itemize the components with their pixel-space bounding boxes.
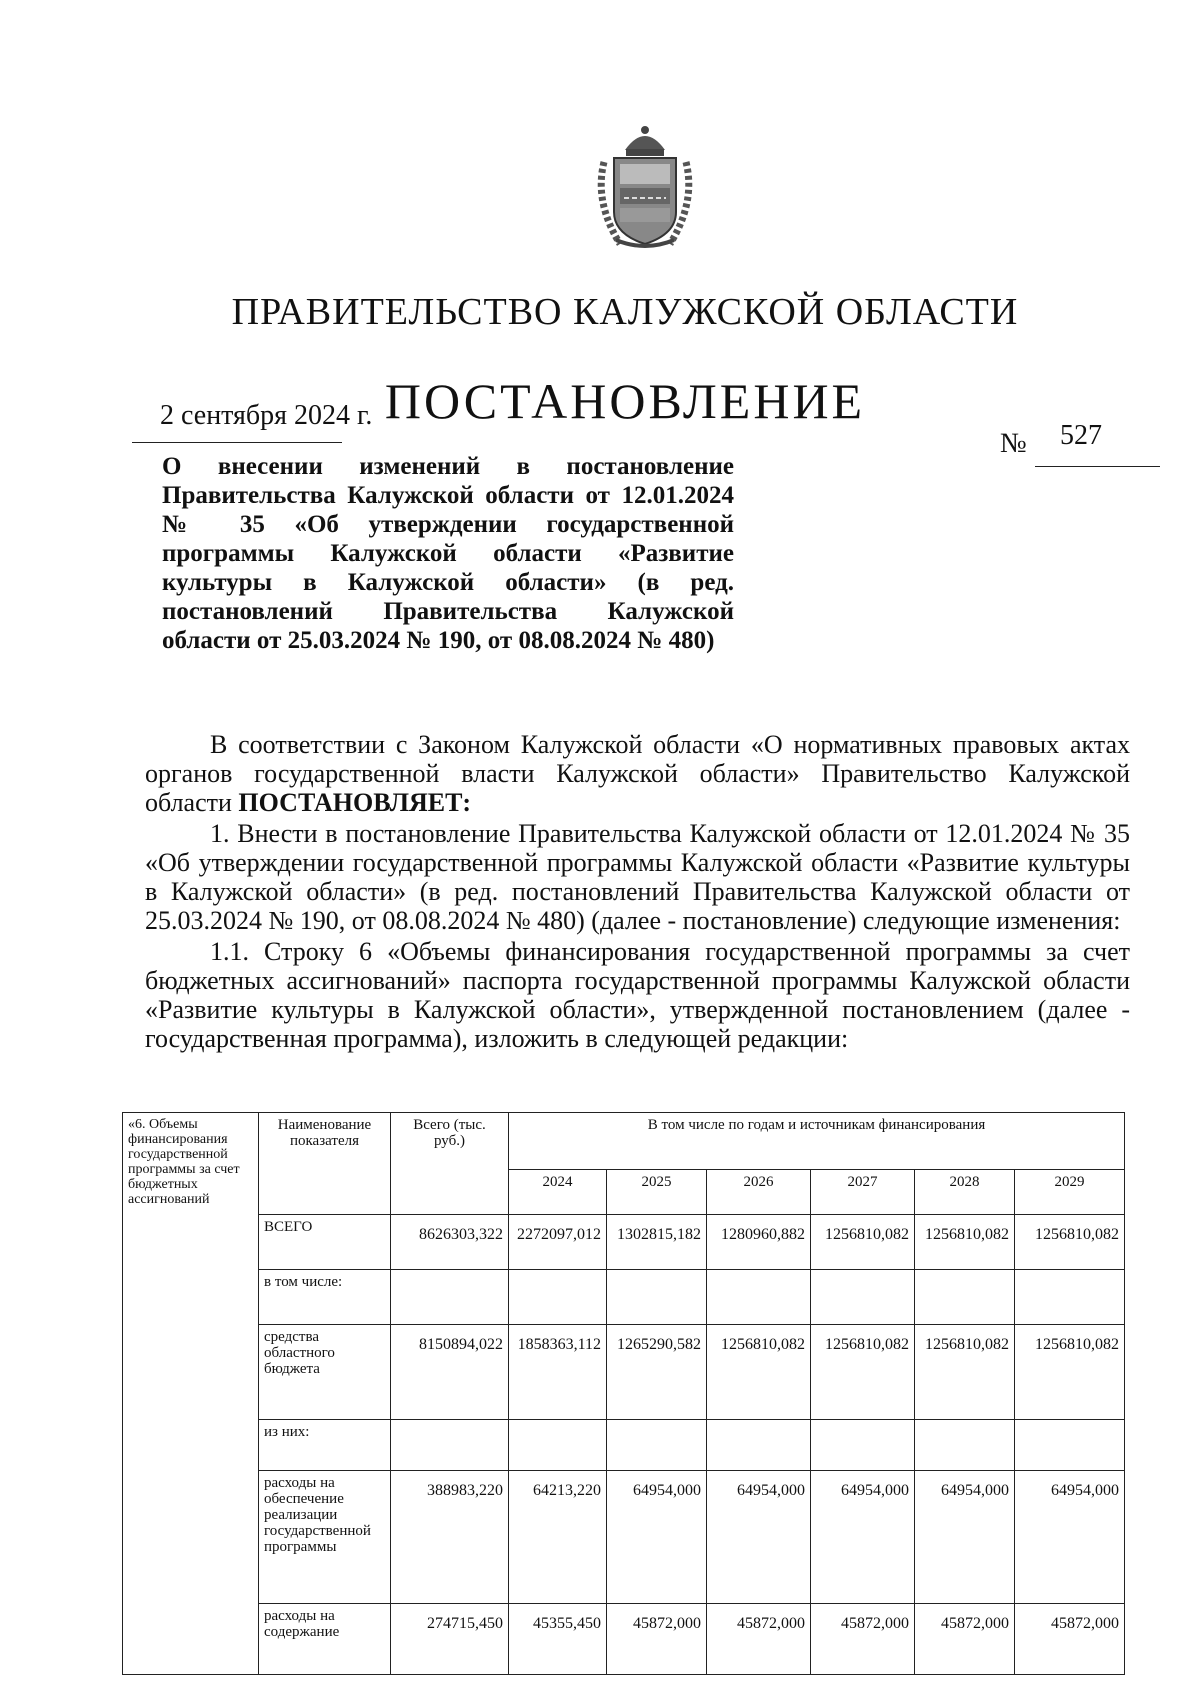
row-total-cell: 8626303,322 [391, 1215, 509, 1270]
row-value-cell [1015, 1270, 1125, 1325]
row-value-cell: 1280960,882 [707, 1215, 811, 1270]
row-name-cell: ВСЕГО [259, 1215, 391, 1270]
row-name-cell: расходы на содержание [259, 1604, 391, 1675]
document-body [145, 730, 1130, 1055]
table-row [123, 1420, 1125, 1471]
row-value-cell: 64954,000 [607, 1471, 707, 1604]
row-value-cell [607, 1270, 707, 1325]
row-value-cell [707, 1270, 811, 1325]
preamble-text: В соответствии с Законом Калужской области «О нормативных правовых актах органов государственной власти Калужской области» Правительство Калужской области [145, 730, 1130, 817]
row-value-cell: 1256810,082 [811, 1325, 915, 1420]
header-year-cell: 2025 [607, 1170, 707, 1215]
row-value-cell [509, 1270, 607, 1325]
row-value-cell: 1256810,082 [1015, 1325, 1125, 1420]
row-value-cell [811, 1270, 915, 1325]
row-value-cell: 45872,000 [1015, 1604, 1125, 1675]
header-years-group-cell: В том числе по годам и источникам финансирования [509, 1113, 1125, 1170]
header-year-cell: 2028 [915, 1170, 1015, 1215]
row-value-cell: 64213,220 [509, 1471, 607, 1604]
row-value-cell: 45872,000 [607, 1604, 707, 1675]
row-value-cell [1015, 1420, 1125, 1471]
row-value-cell [915, 1270, 1015, 1325]
row-value-cell: 1256810,082 [915, 1215, 1015, 1270]
row-value-cell: 1858363,112 [509, 1325, 607, 1420]
row-value-cell: 45355,450 [509, 1604, 607, 1675]
section-label-cell: «6. Объемы финансирования государственной программы за счет бюджетных ассигнований [123, 1113, 259, 1675]
header-year-cell: 2027 [811, 1170, 915, 1215]
row-value-cell: 45872,000 [811, 1604, 915, 1675]
organization-name: ПРАВИТЕЛЬСТВО КАЛУЖСКОЙ ОБЛАСТИ [231, 291, 1019, 333]
row-value-cell [811, 1420, 915, 1471]
row-value-cell [915, 1420, 1015, 1471]
header-total-cell: Всего (тыс. руб.) [391, 1113, 509, 1215]
table-row [123, 1270, 1125, 1325]
header-year-cell: 2026 [707, 1170, 811, 1215]
row-value-cell: 2272097,012 [509, 1215, 607, 1270]
row-value-cell: 1256810,082 [811, 1215, 915, 1270]
date-underline [132, 442, 342, 443]
row-value-cell: 1256810,082 [915, 1325, 1015, 1420]
coat-of-arms-icon [590, 122, 700, 252]
table-row [123, 1604, 1125, 1675]
row-value-cell: 1256810,082 [707, 1325, 811, 1420]
row-value-cell [607, 1420, 707, 1471]
row-value-cell [509, 1420, 607, 1471]
header-year-cell: 2029 [1015, 1170, 1125, 1215]
preamble-resolves: ПОСТАНОВЛЯЕТ: [238, 788, 472, 817]
number-underline [1035, 466, 1160, 467]
row-value-cell: 45872,000 [915, 1604, 1015, 1675]
document-date: 2 сентября 2024 г. [160, 400, 373, 431]
row-value-cell: 64954,000 [811, 1471, 915, 1604]
row-value-cell: 64954,000 [1015, 1471, 1125, 1604]
row-total-cell [391, 1270, 509, 1325]
row-total-cell: 274715,450 [391, 1604, 509, 1675]
row-total-cell: 8150894,022 [391, 1325, 509, 1420]
item-1-paragraph: 1. Внести в постановление Правительства Калужской области от 12.01.2024 № 35 «Об утверждении государственной программы Калужской области «Развитие культуры в Калужской области» (в ред. постановлений Правительства Калужской области от 25.03.2024 № 190, от 08.08.2024 № 480) (далее - постановление) следующие изменения: [145, 819, 1130, 935]
row-value-cell [707, 1420, 811, 1471]
row-value-cell: 1256810,082 [1015, 1215, 1125, 1270]
row-value-cell: 1302815,182 [607, 1215, 707, 1270]
number-value: 527 [1060, 420, 1102, 451]
row-name-cell: средства областного бюджета [259, 1325, 391, 1420]
row-value-cell: 64954,000 [707, 1471, 811, 1604]
row-value-cell: 45872,000 [707, 1604, 811, 1675]
document-subject: О внесении изменений в постановление Правительства Калужской области от 12.01.2024 № 35 «Об утверждении государственной программы Калужской области «Развитие культуры в Калужской области» (в ред. постановлений Правительства Калужской области от 25.03.2024 № 190, от 08.08.2024 № 480) [162, 453, 734, 654]
financing-table [122, 1112, 1125, 1675]
row-value-cell: 1265290,582 [607, 1325, 707, 1420]
item-1-1-paragraph: 1.1. Строку 6 «Объемы финансирования государственной программы за счет бюджетных ассигнований» паспорта государственной программы Калужской области «Развитие культуры в Калужской области», утвержденной постановлением (далее - государственная программа), изложить в следующей редакции: [145, 937, 1130, 1053]
row-total-cell: 388983,220 [391, 1471, 509, 1604]
row-name-cell: из них: [259, 1420, 391, 1471]
table-row [123, 1471, 1125, 1604]
row-name-cell: расходы на обеспечение реализации государственной программы [259, 1471, 391, 1604]
preamble-paragraph [145, 730, 1130, 817]
table-row [123, 1325, 1125, 1420]
header-name-cell: Наименование показателя [259, 1113, 391, 1215]
row-total-cell [391, 1420, 509, 1471]
table-row [123, 1215, 1125, 1270]
number-sign: № [1000, 428, 1027, 459]
document-type-title: ПОСТАНОВЛЕНИЕ [384, 373, 866, 429]
header-year-cell: 2024 [509, 1170, 607, 1215]
document-number [1000, 420, 1160, 460]
row-value-cell: 64954,000 [915, 1471, 1015, 1604]
row-name-cell: в том числе: [259, 1270, 391, 1325]
